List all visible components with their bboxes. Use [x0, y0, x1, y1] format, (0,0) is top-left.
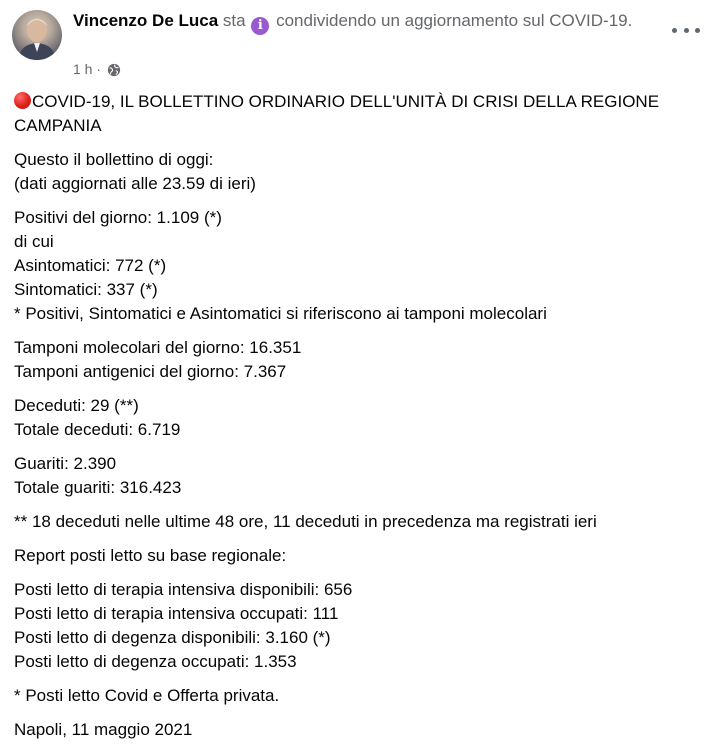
guariti-line: Guariti: 2.390 [14, 454, 117, 473]
red-circle-emoji [14, 92, 31, 109]
posti-letto-line: Posti letto di degenza disponibili: 3.160 (*) [14, 628, 331, 647]
tamponi-line: Tamponi molecolari del giorno: 16.351 [14, 338, 302, 357]
post-header [73, 9, 663, 35]
guariti-block [14, 452, 704, 500]
positivi-block [14, 206, 704, 326]
guariti-line: Totale guariti: 316.423 [14, 478, 182, 497]
post-meta [73, 59, 121, 82]
posti-letto-line: Posti letto di terapia intensiva disponibili: 656 [14, 580, 353, 599]
bulletin-title-text: COVID-19, IL BOLLETTINO ORDINARIO DELL'UNITÀ DI CRISI DELLA REGIONE CAMPANIA [14, 92, 660, 135]
positivi-line: di cui [14, 232, 54, 251]
positivi-line: Positivi del giorno: 1.109 (*) [14, 208, 222, 227]
deceduti-block [14, 394, 704, 442]
author-avatar[interactable] [12, 10, 62, 60]
positivi-line: Asintomatici: 772 (*) [14, 256, 167, 275]
meta-separator: · [96, 61, 102, 77]
post-body [14, 90, 704, 752]
intro-line: (dati aggiornati alle 23.59 di ieri) [14, 174, 256, 193]
tamponi-block [14, 336, 704, 384]
author-name[interactable]: Vincenzo De Luca [73, 11, 219, 30]
posti-letto-block [14, 578, 704, 674]
deceduti-line: Deceduti: 29 (**) [14, 396, 139, 415]
deceduti-line: Totale deceduti: 6.719 [14, 420, 181, 439]
globe-icon[interactable] [107, 62, 121, 82]
positivi-note: * Positivi, Sintomatici e Asintomatici si riferiscono ai tamponi molecolari [14, 304, 547, 323]
intro-block [14, 148, 704, 196]
tamponi-line: Tamponi antigenici del giorno: 7.367 [14, 362, 287, 381]
more-dot [684, 28, 689, 33]
intro-line: Questo il bollettino di oggi: [14, 150, 214, 169]
activity-verb: sta [222, 11, 246, 30]
activity-text[interactable]: condividendo un aggiornamento sul COVID-19. [276, 11, 633, 30]
avatar-portrait [12, 10, 62, 60]
positivi-line: Sintomatici: 337 (*) [14, 280, 158, 299]
more-options-icon[interactable] [672, 20, 700, 40]
more-dot [672, 28, 677, 33]
posti-letto-note: * Posti letto Covid e Offerta privata. [14, 686, 280, 705]
info-icon: i [251, 17, 269, 35]
more-dot [695, 28, 700, 33]
posti-letto-line: Posti letto di degenza occupati: 1.353 [14, 652, 297, 671]
report-title: Report posti letto su base regionale: [14, 546, 287, 565]
deceduti-note: ** 18 deceduti nelle ultime 48 ore, 11 deceduti in precedenza ma registrati ieri [14, 512, 597, 531]
post-time[interactable]: 1 h [73, 61, 93, 77]
signature: Napoli, 11 maggio 2021 [14, 720, 193, 739]
posti-letto-line: Posti letto di terapia intensiva occupati: 111 [14, 604, 339, 623]
bulletin-title [14, 90, 704, 138]
